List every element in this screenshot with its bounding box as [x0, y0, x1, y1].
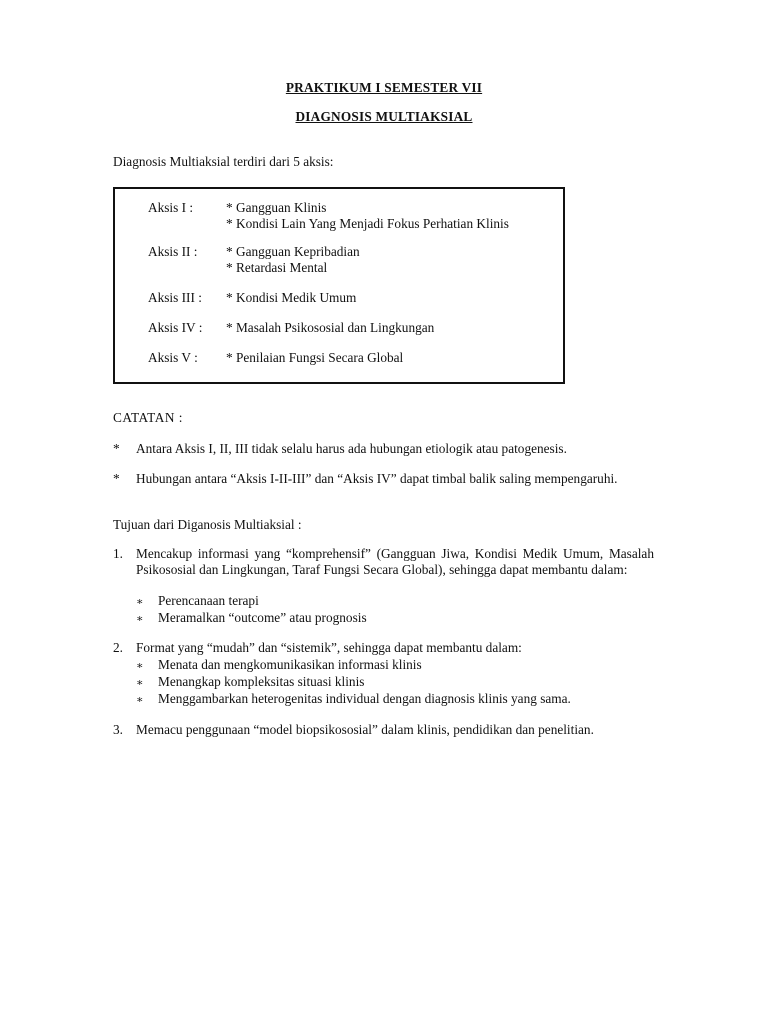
note-text: Hubungan antara “Aksis I-II-III” dan “Aksis IV” dapat timbal balik saling mempengaruhi.: [136, 471, 618, 486]
goal-number: 3.: [113, 722, 123, 737]
goal-text: Format yang “mudah” dan “sistemik”, sehingga dapat membantu dalam:: [136, 640, 522, 655]
axis-name: Aksis I :: [148, 200, 194, 215]
goal-subitem-text: Meramalkan “outcome” atau prognosis: [158, 610, 367, 625]
note-text: Antara Aksis I, II, III tidak selalu harus ada hubungan etiologik atau patogenesis.: [136, 441, 567, 456]
sub-bullet-icon: ∗: [136, 613, 144, 625]
axis-item: * Gangguan Klinis: [226, 200, 327, 215]
goal-number: 1.: [113, 546, 123, 561]
axis-item: * Kondisi Lain Yang Menjadi Fokus Perhatian Klinis: [226, 216, 509, 231]
intro-text: Diagnosis Multiaksial terdiri dari 5 aksis:: [113, 154, 334, 169]
axis-item: * Kondisi Medik Umum: [226, 290, 357, 305]
sub-bullet-icon: ∗: [136, 660, 144, 672]
axis-name: Aksis II :: [148, 244, 198, 259]
axis-name: Aksis V :: [148, 350, 198, 365]
sub-bullet-icon: ∗: [136, 596, 144, 608]
goal-subitem-text: Perencanaan terapi: [158, 593, 259, 608]
axis-item: * Retardasi Mental: [226, 260, 328, 275]
axis-name: Aksis III :: [148, 290, 202, 305]
notes-heading: CATATAN :: [113, 410, 183, 425]
goal-text: Mencakup informasi yang “komprehensif” (Gangguan Jiwa, Kondisi Medik Umum, Masalah Psikososial dan Lingkungan, Taraf Fungsi Secara Global), sehingga dapat membantu dalam:: [136, 546, 654, 577]
goal-subitem-text: Menangkap kompleksitas situasi klinis: [158, 674, 365, 689]
axis-item: * Masalah Psikososial dan Lingkungan: [226, 320, 435, 335]
goal-subitem: [136, 609, 367, 628]
goal-subitem: [136, 690, 571, 709]
note-bullet: *: [113, 471, 120, 486]
document-title: PRAKTIKUM I SEMESTER VII: [285, 80, 483, 95]
goals-heading: Tujuan dari Diganosis Multiaksial :: [113, 517, 302, 532]
axis-item: * Gangguan Kepribadian: [226, 244, 360, 259]
goal-text: Memacu penggunaan “model biopsikososial” dalam klinis, pendidikan dan penelitian.: [136, 722, 594, 737]
sub-bullet-icon: ∗: [136, 694, 144, 706]
document-subtitle: DIAGNOSIS MULTIAKSIAL: [295, 109, 473, 124]
axis-name: Aksis IV :: [148, 320, 203, 335]
sub-bullet-icon: ∗: [136, 677, 144, 689]
goal-number: 2.: [113, 640, 123, 655]
goal-subitem-text: Menggambarkan heterogenitas individual dengan diagnosis klinis yang sama.: [158, 691, 571, 706]
axis-item: * Penilaian Fungsi Secara Global: [226, 350, 404, 365]
note-bullet: *: [113, 441, 120, 456]
goal-subitem-text: Menata dan mengkomunikasikan informasi klinis: [158, 657, 422, 672]
